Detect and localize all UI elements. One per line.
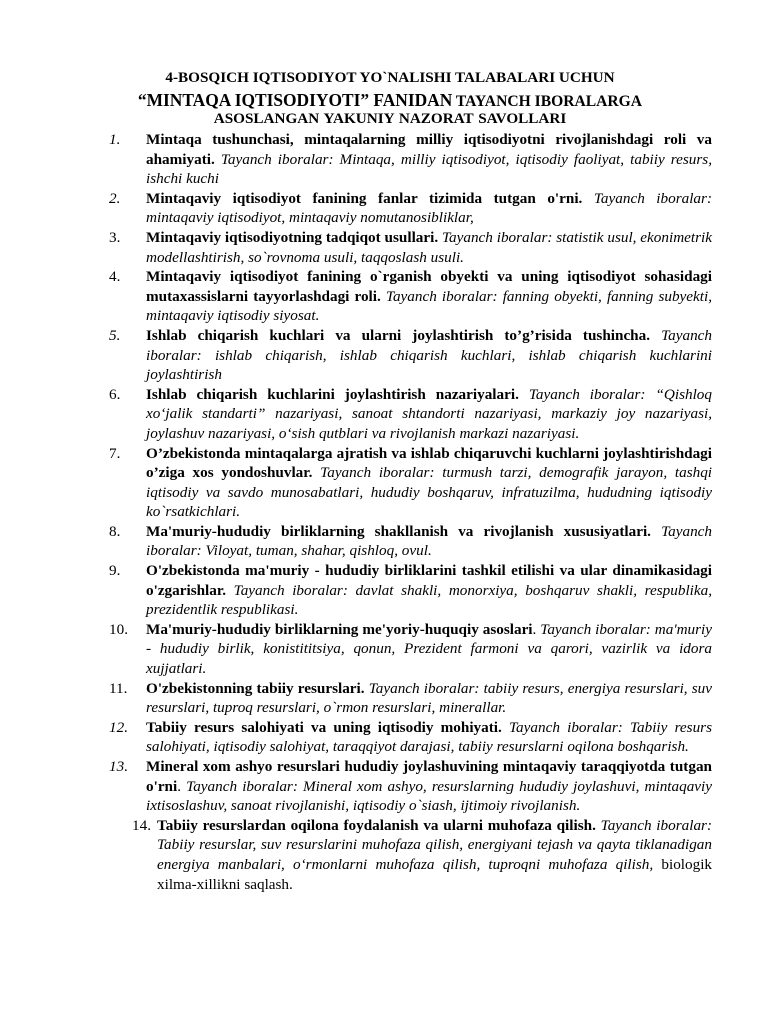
question-title: O'zbekistonda ma'muriy - hududiy birliklarini tashkil etilishi va ular dinamikasidagi o'zgarishlar.	[146, 562, 712, 599]
question-number: 1.	[109, 131, 121, 148]
question-item	[109, 385, 712, 444]
question-keywords: Tayanch iboralar: fanning obyekti, fanning subyekti, mintaqaviy iqtisodiy siyosat.	[146, 287, 713, 325]
question-list	[0, 130, 768, 894]
question-item: 10. Ma'muriy-hududiy birliklarning me'yoriy-huquqiy asoslari. Tayanch iboralar: ma'muriy - hududiy birlik, konistititsiya, qonun, Prezident farmoni va qarori, vazirlik va idora xujjatlari.	[109, 620, 713, 678]
question-keywords: Tayanch iboralar: ishlab chiqarish, ishlab chiqarish kuchlari, ishlab chiqarish kuchlarini joylashtirish	[146, 326, 713, 384]
question-item	[109, 718, 712, 757]
question-title: Tabiiy resurs salohiyati va uning iqtisodiy mohiyati.	[146, 718, 502, 736]
question-item: 13. Mineral xom ashyo resurslari hududiy joylashuvining mintaqaviy taraqqiyotda tutgan o'rni. Tayanch iboralar: Mineral xom ashyo, resurslarning hududiy joylashuvi, mintaqaviy ixtisoslashuv, sanoat rivojlanishi, iqtisodiy o`siash, ijtimoiy rivojlanish.	[109, 758, 712, 815]
question-keywords: Tayanch iboralar: ma'muriy - hududiy birlik, konistititsiya, qonun, Prezident farmoni va qarori, vazirlik va idora xujjatlari.	[146, 620, 713, 678]
question-keywords: Tayanch iboralar: statistik usul, ekonimetrik modellashtirish, so`rovnoma usuli, taqqoslash usuli.	[146, 228, 712, 266]
question-keywords: Tayanch iboralar: Tabiiy resurs salohiyati, iqtisodiy salohiyat, taraqqiyot darajasi, tabiiy resurslarni oqilona boshqarish.	[146, 718, 712, 756]
heading-line-2-rest: TAYANCH IBORALARGA	[455, 93, 643, 110]
heading-line-3: ASOSLANGAN YAKUNIY NAZORAT SAVOLLARI	[213, 110, 567, 127]
question-number: 10.	[109, 620, 128, 638]
question-title: Ma'muriy-hududiy birliklarning shakllanish va rivojlanish xususiyatlari.	[146, 522, 651, 540]
heading-line-1: 4-BOSQICH IQTISODIYOT YO`NALISHI TALABALARI UCHUN	[165, 69, 615, 86]
question-title: Mintaqaviy iqtisodiyot fanining fanlar tizimida tutgan o'rni.	[146, 189, 583, 207]
question-item	[109, 679, 712, 718]
question-number: 3.	[109, 228, 121, 246]
question-number: 7.	[109, 444, 121, 462]
question-item	[109, 326, 713, 385]
question-number: 13.	[109, 758, 128, 775]
question-title: Mintaqaviy iqtisodiyot fanining o`rganish obyekti va uning iqtisodiyot sohasidagi mutaxassislarni tayyorlashdagi roli.	[146, 268, 712, 305]
question-number: 2.	[109, 189, 121, 207]
question-keywords: Tayanch iboralar: Mintaqa, milliy iqtisodiyot, iqtisodiy faoliyat, tabiiy resurs, ishchi kuchi	[146, 150, 712, 188]
question-title: Ishlab chiqarish kuchlari va ularni joylashtirish to’g’risida tushincha.	[146, 326, 651, 344]
heading-course-name: “MINTAQA IQTISODIYOTI” FANIDAN	[137, 90, 453, 110]
question-number: 12.	[109, 718, 128, 736]
question-title: Ma'muriy-hududiy birliklarning me'yoriy-huquqiy asoslari	[146, 620, 533, 638]
question-number: 14.	[132, 816, 151, 834]
question-number: 8.	[109, 522, 121, 540]
question-title: Mintaqaviy iqtisodiyotning tadqiqot usullari.	[146, 228, 439, 246]
question-item	[109, 522, 713, 561]
question-keywords-tail: biologik xilma-xillikni saqlash.	[157, 855, 713, 893]
question-item	[109, 561, 713, 620]
question-keywords: Tayanch iboralar: tabiiy resurs, energiya resurslari, suv resurslari, tuproq resurslari, o`rmon resurslari, minerallar.	[146, 679, 712, 717]
question-title: Mineral xom ashyo resurslari hududiy joylashuvining mintaqaviy taraqqiyotda tutgan o'rni	[146, 758, 712, 795]
question-number: 6.	[109, 385, 121, 403]
question-keywords: Tayanch iboralar: Mineral xom ashyo, resurslarning hududiy joylashuvi, mintaqaviy ixtisoslashuv, sanoat rivojlanishi, iqtisodiy o`siash, ijtimoiy rivojlanish.	[146, 777, 712, 815]
question-item	[109, 444, 713, 522]
question-number: 4.	[109, 268, 121, 286]
question-number: 9.	[109, 562, 121, 580]
question-item	[109, 189, 712, 228]
question-item	[109, 130, 712, 189]
question-item	[109, 228, 712, 267]
question-keywords: Tayanch iboralar: “Qishloq xo‘jalik standarti” nazariyasi, sanoat shtandorti nazariyasi, markaziy joy nazariyasi, joylashuv nazariyasi, o‘sish qutblari va rivojlanish markazi nazariyasi.	[146, 385, 712, 442]
question-keywords: Tayanch iboralar: davlat shakli, monorxiya, boshqaruv shakli, respublika, prezidentlik respublikasi.	[146, 581, 713, 619]
question-keywords: Tayanch iboralar: Tabiiy resurslar, suv resurslarini muhofaza qilish, energiyani tejash va qayta tiklanadigan energiya manbalari, o‘rmonlarni muhofaza qilish, tuproqni muhofaza qilish,	[157, 816, 713, 873]
question-title: Ishlab chiqarish kuchlarini joylashtirish nazariyalari.	[146, 385, 519, 403]
question-keywords: Tayanch iboralar: Viloyat, tuman, shahar, qishloq, ovul.	[146, 522, 713, 560]
question-keywords: Tayanch iboralar: mintaqaviy iqtisodiyot, mintaqaviy nomutanosibliklar,	[146, 189, 712, 227]
question-title: O’zbekistonda mintaqalarga ajratish va ishlab chiqaruvchi kuchlarni joylashtirishdagi o’ziga xos yondoshuvlar.	[146, 444, 712, 482]
question-item	[132, 816, 713, 894]
question-number: 11.	[109, 679, 128, 697]
question-item	[109, 267, 713, 326]
question-keywords: Tayanch iboralar: turmush tarzi, demografik jarayon, tashqi iqtisodiy va savdo munosabatlari, hududiy boshqaruv, infratuzilma, hududning iqtisodiy ko`rsatkichlari.	[146, 464, 713, 521]
question-number: 5.	[109, 326, 121, 344]
question-title: Mintaqa tushunchasi, mintaqalarning milliy iqtisodiyotni rivojlanishdagi roli va ahamiyati.	[146, 131, 712, 168]
question-title: Tabiiy resurslardan oqilona foydalanish va ularni muhofaza qilish.	[157, 816, 596, 834]
question-title: O'zbekistonning tabiiy resurslari.	[146, 679, 365, 697]
heading-line-2	[90, 90, 690, 112]
